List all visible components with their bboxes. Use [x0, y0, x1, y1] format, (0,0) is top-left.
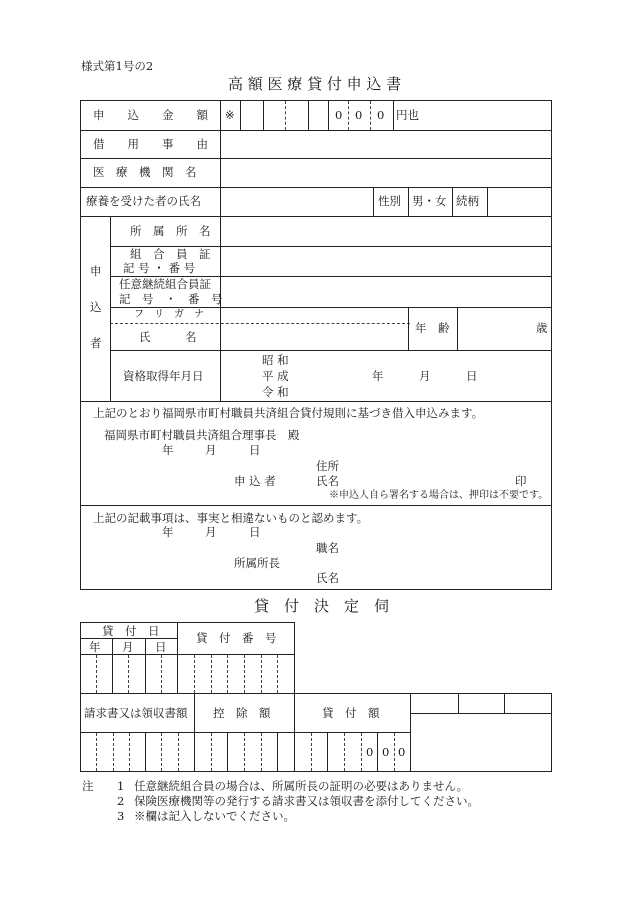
qualification-date-label: 資格取得年月日 — [123, 369, 204, 383]
cert-month: 月 — [205, 525, 217, 539]
age-label: 年 齢 — [415, 321, 450, 335]
applicant-label: 申 込 者 — [234, 474, 276, 488]
loan-amount-digit: 0 — [398, 745, 406, 759]
office-name-field[interactable] — [221, 217, 551, 246]
relation-label: 続柄 — [456, 194, 479, 208]
loan-day-header: 日 — [155, 640, 167, 654]
amount-unit: 円也 — [396, 108, 419, 122]
cert-name-label: 氏名 — [316, 571, 339, 585]
declaration-statement: 上記のとおり福岡県市町村職員共済組合貸付規則に基づき借入申込みます。 — [93, 406, 484, 420]
era-option[interactable]: 平 成 — [262, 369, 289, 383]
note-text: 任意継続組合員の場合は、所属所長の証明の必要はありません。 — [134, 779, 469, 793]
applicant-side-label: 者 — [90, 336, 102, 350]
member-cert-label: 記 号 ・ 番 号 — [123, 261, 196, 275]
note-number: 3 — [117, 809, 125, 823]
address-label: 住所 — [316, 459, 339, 473]
date-year-label: 年 — [372, 369, 384, 383]
loan-date-header: 貸 付 日 — [102, 624, 160, 638]
voluntary-cert-label: 記 号 ・ 番 号 — [119, 292, 223, 306]
furigana-field[interactable] — [221, 308, 408, 323]
form-number: 様式第1号の2 — [81, 59, 154, 73]
note-number: 2 — [117, 794, 125, 808]
member-cert-label: 組 合 員 証 — [130, 247, 211, 261]
seal-mark: 印 — [515, 474, 527, 488]
applicant-side-label: 込 — [90, 300, 102, 314]
page-title: 高 額 医 療 貸 付 申 込 書 — [228, 75, 402, 93]
reason-field[interactable] — [221, 131, 551, 158]
office-name-label: 所 属 所 名 — [130, 224, 211, 238]
name-label: 氏 名 — [139, 330, 197, 344]
applicant-side-label: 申 — [90, 264, 102, 278]
job-title-label: 職名 — [316, 541, 339, 555]
voluntary-cert-label: 任意継続組合員証 — [119, 277, 211, 291]
patient-name-field[interactable] — [221, 188, 373, 216]
institution-field[interactable] — [221, 159, 551, 187]
gender-label: 性別 — [378, 194, 401, 208]
reason-label: 借 用 事 由 — [93, 137, 208, 151]
office-use-mark: ※ — [225, 108, 235, 122]
loan-month-header: 月 — [122, 640, 134, 654]
era-option[interactable]: 昭 和 — [262, 353, 289, 367]
deduction-header: 控 除 額 — [213, 706, 271, 720]
amount-digit: 0 — [335, 108, 343, 122]
certification-statement: 上記の記載事項は、事実と相違ないものと認めます。 — [93, 511, 369, 525]
note-text: ※欄は記入しないでください。 — [134, 809, 295, 823]
furigana-label: フ リ ガ ナ — [134, 309, 204, 320]
declaration-day: 日 — [249, 443, 261, 457]
loan-year-header: 年 — [89, 640, 101, 654]
seal-note: ※申込人自ら署名する場合は、押印は不要です。 — [329, 490, 549, 501]
name-field[interactable] — [221, 324, 408, 350]
notes-prefix: 注 — [82, 779, 94, 793]
loan-number-header: 貸 付 番 号 — [196, 631, 277, 645]
declaration-year: 年 — [162, 443, 174, 457]
signer-name-label: 氏名 — [316, 474, 339, 488]
cert-day: 日 — [249, 525, 261, 539]
amount-digit: 0 — [377, 108, 385, 122]
era-option[interactable]: 令 和 — [262, 385, 289, 399]
relation-field[interactable] — [488, 188, 551, 216]
office-head-label: 所属所長 — [234, 556, 280, 570]
age-field[interactable] — [458, 308, 533, 350]
addressee: 福岡県市町村職員共済組合理事長 殿 — [104, 428, 300, 442]
amount-digit: 0 — [355, 108, 363, 122]
date-month-label: 月 — [419, 369, 431, 383]
declaration-month: 月 — [205, 443, 217, 457]
loan-amount-header: 貸 付 額 — [322, 706, 380, 720]
gender-options[interactable]: 男・女 — [412, 194, 447, 208]
amount-office-cell[interactable] — [221, 101, 240, 130]
loan-amount-digit: 0 — [366, 745, 374, 759]
decision-heading: 貸 付 決 定 伺 — [254, 597, 390, 615]
age-unit: 歳 — [536, 321, 548, 335]
patient-name-label: 療養を受けた者の氏名 — [86, 194, 201, 208]
institution-label: 医 療 機 関 名 — [93, 165, 197, 179]
receipt-amount-header: 請求書又は領収書額 — [84, 706, 188, 720]
amount-label: 申 込 金 額 — [93, 108, 208, 122]
member-cert-field[interactable] — [221, 247, 551, 276]
note-number: 1 — [117, 779, 125, 793]
voluntary-cert-field[interactable] — [221, 277, 551, 307]
cert-year: 年 — [162, 525, 174, 539]
date-day-label: 日 — [466, 369, 478, 383]
loan-amount-digit: 0 — [382, 745, 390, 759]
note-text: 保険医療機関等の発行する請求書又は領収書を添付してください。 — [134, 794, 479, 808]
